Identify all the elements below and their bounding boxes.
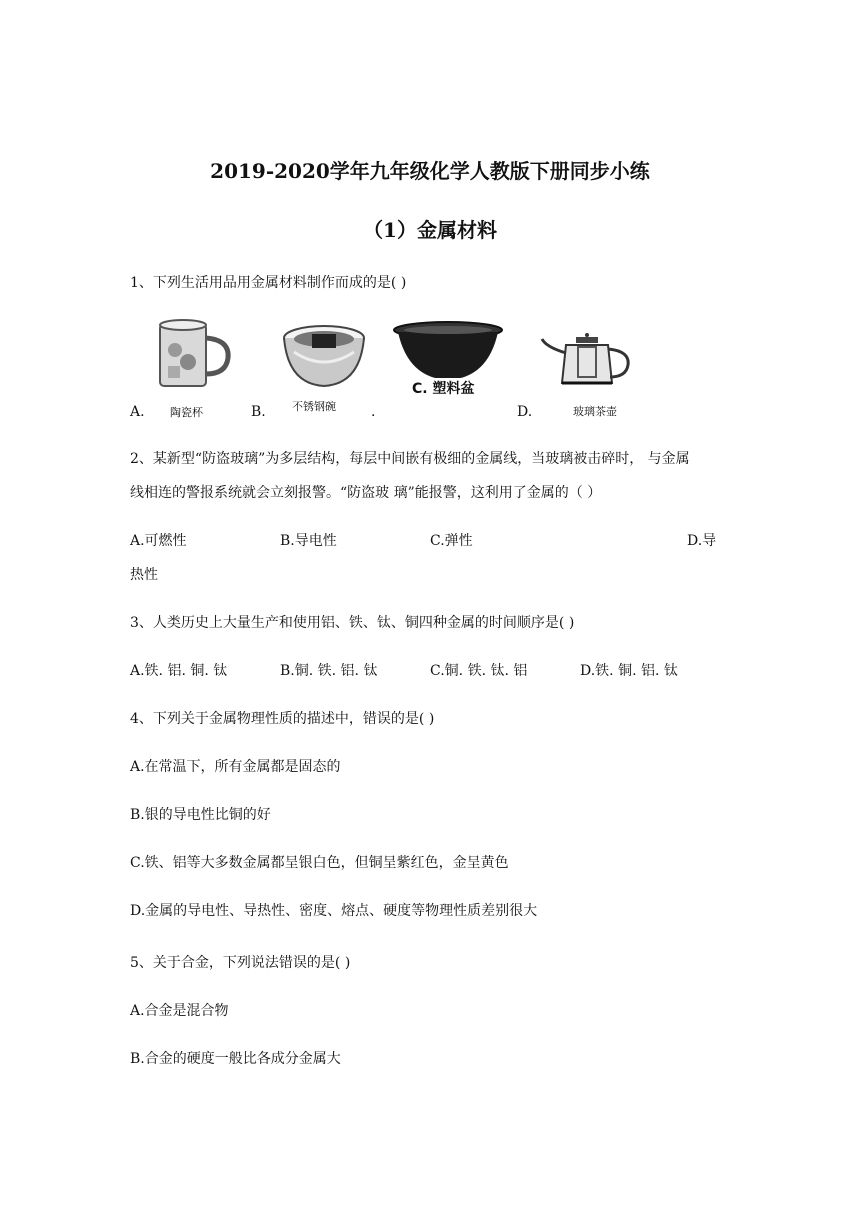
question-2-option-b: B.导电性: [280, 533, 337, 549]
question-3-option-d: D.铁. 铜. 铝. 钛: [580, 663, 678, 679]
question-3-option-a: A.铁. 铝. 铜. 钛: [130, 663, 228, 679]
document-subtitle: （1）金属材料: [363, 218, 497, 242]
option-b-caption: 不锈钢碗: [292, 400, 336, 413]
document-title: 2019-2020学年九年级化学人教版下册同步小练: [210, 159, 650, 183]
question-4-stem: 4、下列关于金属物理性质的描述中，错误的是( ): [130, 711, 435, 727]
question-5-option-b: B.合金的硬度一般比各成分金属大: [130, 1051, 341, 1067]
option-c-caption: C. 塑料盆: [410, 378, 476, 398]
ceramic-mug-image: [158, 318, 234, 390]
steel-bowl-image: [282, 322, 366, 392]
option-d-caption: 玻璃茶壶: [573, 405, 617, 418]
option-a-caption: 陶瓷杯: [170, 406, 203, 419]
question-2-option-d: D.导: [687, 533, 717, 549]
question-4-option-b: B.银的导电性比铜的好: [130, 807, 271, 823]
question-4-option-d: D.金属的导电性、导热性、密度、熔点、硬度等物理性质差别很大: [130, 903, 538, 919]
option-a-label: A.: [130, 404, 145, 420]
question-2-option-a: A.可燃性: [130, 533, 187, 549]
option-b-label: B.: [251, 404, 266, 420]
question-4-option-a: A.在常温下，所有金属都是固态的: [130, 759, 341, 775]
question-5-option-a: A.合金是混合物: [130, 1003, 229, 1019]
question-2-option-d-wrap: 热性: [130, 567, 158, 583]
question-2-stem-line1: 2、某新型“防盗玻璃”为多层结构，每层中间嵌有极细的金属线，当玻璃被击碎时， 与金属: [130, 451, 690, 467]
question-1-stem: 1、下列生活用品用金属材料制作而成的是( ): [130, 275, 407, 291]
question-2-stem-line2: 线相连的警报系统就会立刻报警。“防盗玻 璃”能报警，这利用了金属的（ ）: [130, 485, 602, 501]
glass-teapot-image: [540, 333, 632, 389]
question-4-option-c: C.铁、铝等大多数金属都呈银白色，但铜呈紫红色，金呈黄色: [130, 855, 509, 871]
question-5-stem: 5、关于合金，下列说法错误的是( ): [130, 955, 351, 971]
question-3-option-c: C.铜. 铁. 钛. 铝: [430, 663, 528, 679]
option-c-dot: .: [371, 404, 376, 420]
question-2-option-c: C.弹性: [430, 533, 473, 549]
question-3-option-b: B.铜. 铁. 铝. 钛: [280, 663, 378, 679]
question-3-stem: 3、人类历史上大量生产和使用铝、铁、钛、铜四种金属的时间顺序是( ): [130, 615, 575, 631]
option-d-label: D.: [517, 404, 533, 420]
